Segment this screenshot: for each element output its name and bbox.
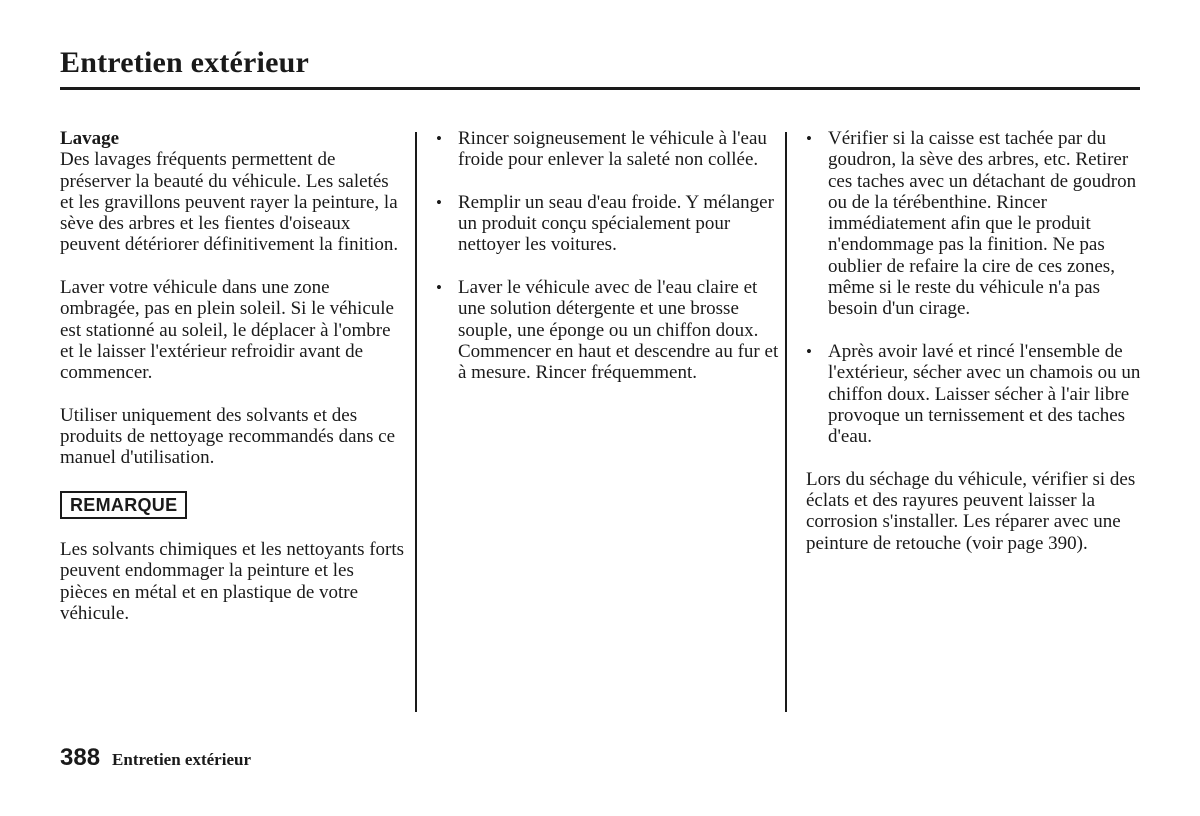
list-item-text: Laver le véhicule avec de l'eau claire et une solution détergente et une brosse souple, une éponge ou un chiffon doux. Commencer en haut et descendre au fur et à mesure. Rincer fréquemment. — [458, 277, 779, 384]
paragraph-shade: Laver votre véhicule dans une zone ombragée, pas en plein soleil. Si le véhicule est stationné au soleil, le déplacer à l'ombre et le laisser l'extérieur refroidir avant de commencer. — [60, 277, 394, 384]
paragraph-intro: Des lavages fréquents permettent de préserver la beauté du véhicule. Les saletés et les gravillons peuvent rayer la peinture, la sève des arbres et les fientes d'oiseaux peuvent détériorer définitivement la finition. — [60, 149, 399, 256]
list-item — [806, 128, 1146, 320]
spacer — [60, 256, 405, 277]
paragraph-drying: Lors du séchage du véhicule, vérifier si des éclats et des rayures peuvent laisser la corrosion s'installer. Les réparer avec une peinture de retouche (voir page 390). — [806, 468, 1136, 554]
list-item — [436, 128, 781, 171]
column-1 — [60, 128, 405, 624]
page-number: 388 — [60, 744, 101, 771]
spacer — [60, 384, 405, 405]
column-2 — [436, 128, 781, 384]
column-divider-2 — [785, 132, 787, 712]
page-title: Entretien extérieur — [60, 46, 309, 79]
spacer — [436, 256, 781, 277]
list-item-text: Après avoir lavé et rincé l'ensemble de l'extérieur, sécher avec un chamois ou un chiffon doux. Laisser sécher à l'air libre provoque un ternissement et des taches d'eau. — [828, 340, 1141, 448]
title-divider — [60, 87, 1140, 90]
spacer — [806, 320, 1146, 341]
list-item — [806, 341, 1146, 447]
bullet-dot-icon: • — [436, 192, 442, 212]
list-item-text: Rincer soigneusement le véhicule à l'eau froide pour enlever la saleté non collée. — [458, 128, 767, 171]
column-3 — [806, 128, 1146, 554]
spacer — [436, 171, 781, 192]
page-footer — [60, 744, 251, 772]
section-heading-lavage: Lavage — [60, 128, 120, 149]
bullet-dot-icon: • — [436, 129, 442, 148]
bullet-dot-icon: • — [806, 341, 812, 361]
bullet-dot-icon: • — [436, 278, 442, 298]
paragraph-solvents: Utiliser uniquement des solvants et des produits de nettoyage recommandés dans ce manuel d'utilisation. — [60, 404, 396, 469]
list-item — [436, 192, 781, 256]
footer-section-label: Entretien extérieur — [112, 750, 251, 769]
list-item — [436, 277, 781, 383]
note-label-box: REMARQUE — [60, 491, 187, 519]
bullet-dot-icon: • — [806, 129, 812, 148]
spacer — [806, 447, 1146, 468]
column-divider-1 — [415, 132, 417, 712]
list-item-text: Vérifier si la caisse est tachée par du goudron, la sève des arbres, etc. Retirer ces taches avec un détachant de goudron ou de la térébenthine. Rincer immédiatement afin que le produit n'endommage pas la finition. Ne pas oublier de refaire la cire de ces zones, même si le reste du véhicule n'a pas besoin d'un cirage. — [828, 128, 1137, 320]
list-item-text: Remplir un seau d'eau froide. Y mélanger un produit conçu spécialement pour nettoyer les voitures. — [458, 191, 774, 256]
paragraph-note: Les solvants chimiques et les nettoyants forts peuvent endommager la peinture et les pièces en métal et en plastique de votre véhicule. — [60, 539, 405, 624]
